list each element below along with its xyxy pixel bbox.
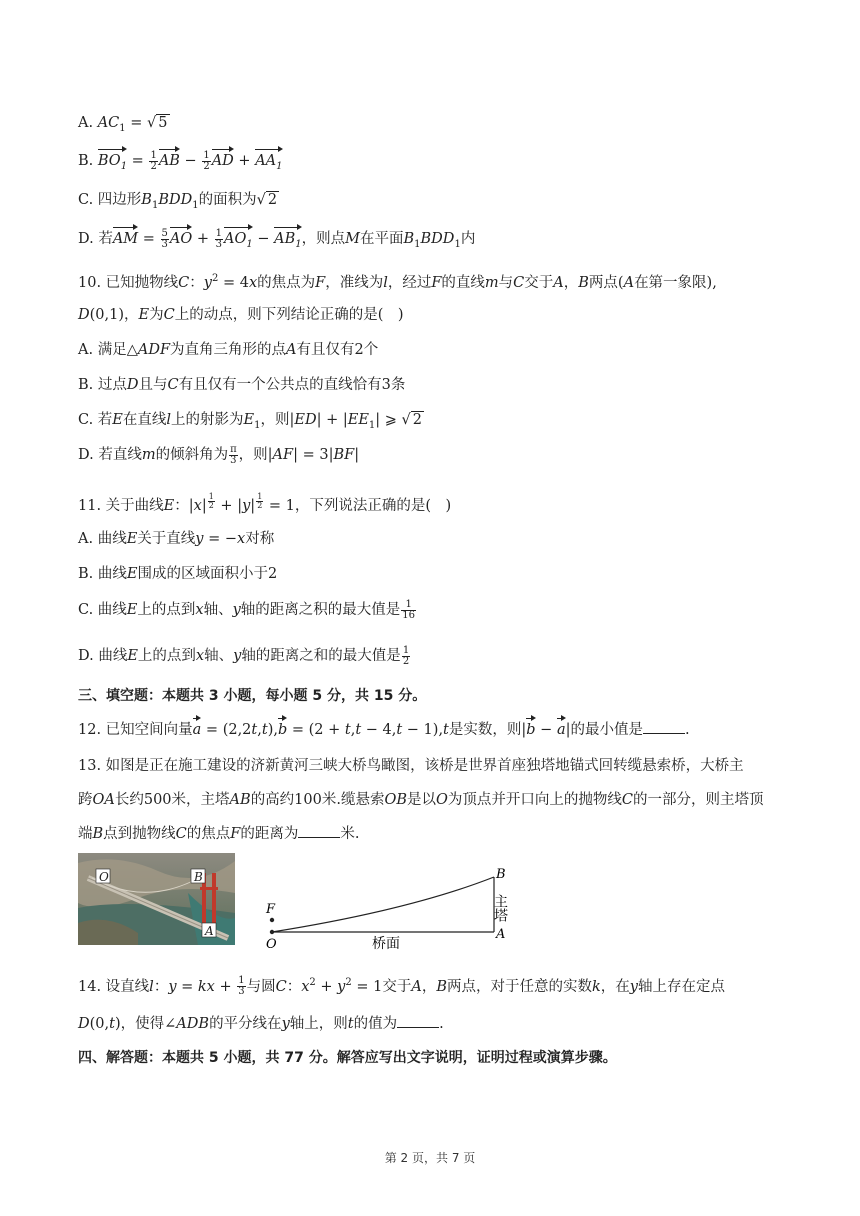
q13-line1: 13. 如图是正在施工建设的济新黄河三峡大桥鸟瞰图，该桥是世界首座独塔地锚式回转缆悬索桥，大桥主 xyxy=(78,758,744,774)
q10-stem-line2: D(0,1)，E为C上的动点，则下列结论正确的是( ) xyxy=(78,307,404,323)
q13-line3: 端B点到抛物线C的焦点F的距离为 米. xyxy=(78,823,359,845)
q14-line2: D(0,t)，使得∠ADB的平分线在y轴上，则t的值为 . xyxy=(78,1013,444,1035)
q11-option-b: B. 曲线E围成的区域面积小于2 xyxy=(78,566,278,582)
q9-option-a: A. $AC_1$ = √ 5 xyxy=(78,115,168,134)
q9-option-d: D. 若AM = $\frac{5}{3}$ AO + $\frac{1}{3}$ $AO_1 - AB_1$，则点M在平面$B_1BDD_1$内 xyxy=(78,228,475,256)
q10-stem-line1: 10. 已知抛物线C：$y^2 = 4x$的焦点为F，准线为l，经过F的直线m与C交于A，B两点(A在第一象限), xyxy=(78,273,717,291)
q10-option-c: C. 若E在直线l上的射影为$E_1$，则$|ED| + |EE_1|$ ⩾ √ 2 xyxy=(78,412,423,431)
q11-option-d: D. 曲线E上的点到x轴、y轴的距离之和的最大值是 $\frac{1}{2}$ xyxy=(78,644,410,667)
bridge-photo xyxy=(78,853,235,945)
diagram-label-a: A xyxy=(496,927,506,942)
q9-option-b: B. $BO_1$ = $\frac{1}{2}$ AB − $\frac{1}{2}$ AD + $AA_1$ xyxy=(78,150,283,178)
section-4-heading: 四、解答题：本题共 5 小题，共 77 分。解答应写出文字说明，证明过程或演算步骤。 xyxy=(78,1050,617,1066)
photo-label-b: B xyxy=(194,870,203,884)
q12: 12. 已知空间向量a = (2,2t,t),b = (2 + t,t − 4,t − 1),t是实数，则|b − a|的最小值是 . xyxy=(78,719,690,741)
photo-label-o: O xyxy=(99,870,109,884)
q10-option-a: A. 满足△ADF为直角三角形的点A有且仅有2个 xyxy=(78,342,379,358)
bridge-diagram xyxy=(260,862,530,954)
q12-answer-blank[interactable] xyxy=(643,719,685,734)
focus-point xyxy=(270,918,274,922)
q13-line2: 跨OA长约500米，主塔AB的高约100米.缆悬索OB是以O为顶点并开口向上的抛物线C的一部分，则主塔顶 xyxy=(78,792,764,808)
q11-option-a: A. 曲线E关于直线y = −x对称 xyxy=(78,531,275,547)
diagram-label-b: B xyxy=(496,867,506,882)
q11-option-c: C. 曲线E上的点到x轴、y轴的距离之积的最大值是 $\frac{1}{16}$ xyxy=(78,598,416,621)
diagram-label-tower: 主塔 xyxy=(492,894,508,922)
q10-option-b: B. 过点D且与C有且仅有一个公共点的直线恰有3条 xyxy=(78,377,406,393)
q10-option-d: D. 若直线m的倾斜角为 $\frac{\pi}{3}$ ，则|AF| = 3|BF| xyxy=(78,443,360,466)
diagram-label-deck: 桥面 xyxy=(372,936,400,952)
q14-answer-blank[interactable] xyxy=(397,1013,439,1028)
section-3-heading: 三、填空题：本题共 3 小题，每小题 5 分，共 15 分。 xyxy=(78,688,427,704)
q9-option-c: C. 四边形$B_1BDD_1$的面积为√ 2 xyxy=(78,192,278,211)
page-footer: 第 2 页，共 7 页 xyxy=(384,1151,476,1165)
photo-label-a: A xyxy=(205,924,214,938)
diagram-label-o: O xyxy=(266,937,277,952)
q14-line1: 14. 设直线l：y = kx + $\frac{1}{3}$ 与圆C：$x^2 + y^2 = 1$交于A，B两点，对于任意的实数k，在y轴上存在定点 xyxy=(78,975,725,998)
parabola-cable xyxy=(272,877,494,932)
q11-stem: 11. 关于曲线E：|x| $^{\frac{1}{2}}$ + |y| $^{\frac{1}{2}}$ = 1，下列说法正确的是( ) xyxy=(78,492,452,514)
vertex-point xyxy=(270,930,274,934)
diagram-label-f: F xyxy=(266,902,276,917)
q13-answer-blank[interactable] xyxy=(298,823,340,838)
